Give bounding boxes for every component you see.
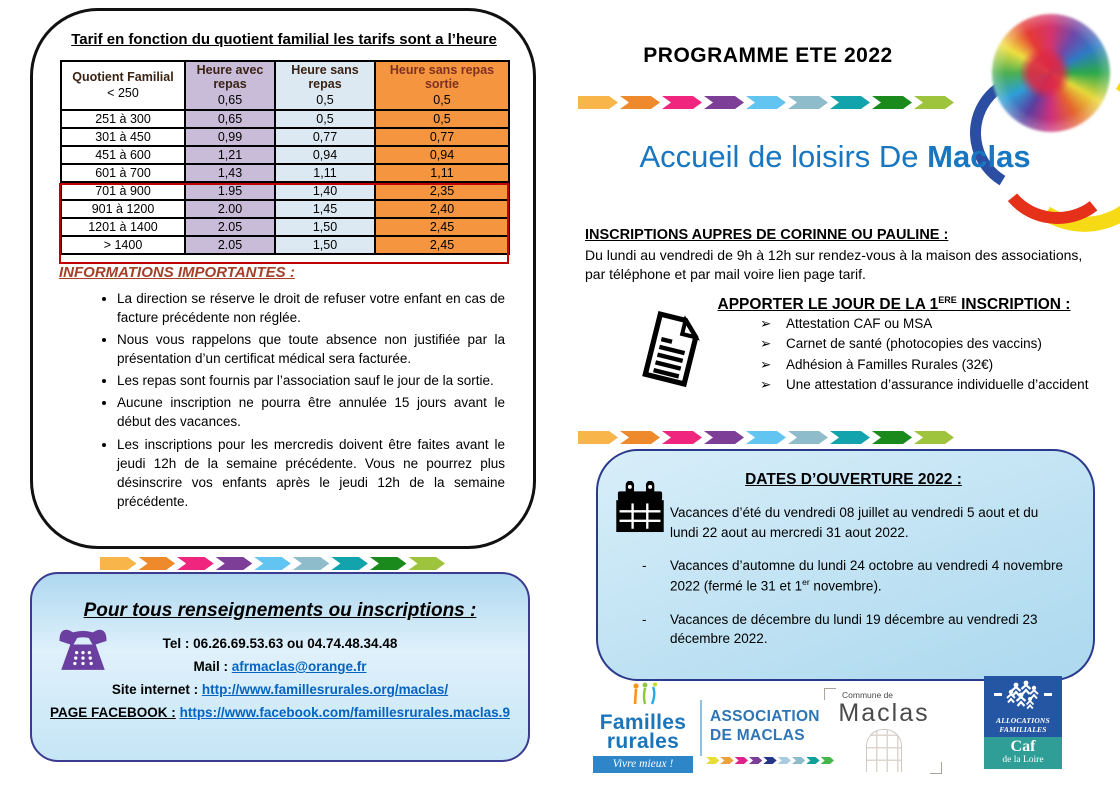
cell-qf-0: < 250	[107, 85, 139, 100]
chevron-segment	[139, 557, 176, 570]
familles-rurales-figures-icon	[618, 682, 668, 708]
col-header-sans-repas: Heure sans repas	[291, 63, 359, 91]
chevron-segment	[749, 757, 762, 764]
association-line1: ASSOCIATION	[710, 708, 820, 725]
contact-panel	[30, 572, 530, 762]
page-title	[595, 139, 1075, 175]
facebook-link[interactable]: https://www.facebook.com/famillesrurales.maclas.9	[179, 705, 510, 720]
familles-rurales-logo	[593, 682, 693, 773]
cell-sortie: 0,5	[375, 110, 509, 128]
dates-item2-sup: er	[802, 576, 810, 587]
col-header-avec-repas: Heure avec repas	[196, 63, 264, 91]
cell-sans-0: 0,5	[316, 92, 334, 107]
caf-alloc-line1: ALLOCATIONS	[996, 716, 1050, 725]
document-icon	[640, 310, 704, 390]
cell-sans: 0,5	[275, 110, 375, 128]
tel-label: Tel :	[162, 636, 190, 651]
chevron-segment	[792, 757, 805, 764]
arrow-bullet-icon: ➢	[760, 316, 772, 331]
dash-bullet: -	[642, 558, 647, 574]
familles-rurales-name-line1: Familles	[599, 711, 687, 734]
chevron-segment	[293, 557, 330, 570]
info-bullet: • Aucune inscription ne pourra être annulée 15 jours avant le début des vacances.	[117, 393, 505, 431]
caf-logo-bottom	[984, 737, 1062, 769]
cell-sans: 0,94	[275, 146, 375, 164]
mail-label: Mail :	[193, 659, 229, 674]
commune-small-label: Commune de	[842, 690, 894, 700]
cell-qf: 601 à 700	[61, 164, 185, 182]
cell-sortie: 1,11	[375, 164, 509, 182]
cell-sans: 1,45	[275, 200, 375, 218]
col-header-sortie: Heure sans repas sortie	[389, 63, 495, 91]
dates-item-text	[670, 556, 1065, 596]
bracket-icon	[824, 688, 836, 700]
chevron-segment	[806, 757, 819, 764]
chevron-segment	[720, 757, 733, 764]
apporter-item	[760, 334, 1098, 354]
logo-hands-ball	[992, 14, 1110, 132]
cell-avec-0: 0,65	[217, 92, 243, 107]
cell-qf: 701 à 900	[61, 182, 185, 200]
tariff-title: Tarif en fonction du quotient familial les tarifs sont a l’heure	[71, 31, 497, 48]
table-row	[61, 200, 509, 218]
chevron-segment	[706, 757, 719, 764]
contact-title: Pour tous renseignements ou inscriptions :	[83, 600, 477, 621]
cell-qf: 1201 à 1400	[61, 218, 185, 236]
important-info-list	[55, 289, 513, 512]
caf-name: Caf	[1010, 738, 1036, 756]
cell-avec: 2.00	[185, 200, 275, 218]
chevron-segment	[830, 431, 870, 444]
apporter-title-sup: ERE	[938, 295, 957, 305]
chevron-segment	[620, 431, 660, 444]
chevron-segment	[914, 96, 954, 109]
tariff-table	[60, 60, 510, 255]
cell-avec: 0,65	[185, 110, 275, 128]
apporter-title	[690, 295, 1098, 314]
caf-alloc-line2: FAMILIALES	[999, 724, 1047, 734]
chevron-segment	[872, 431, 912, 444]
chevron-segment	[778, 757, 791, 764]
commune-de-maclas-logo	[828, 690, 940, 772]
cell-sans: 0,77	[275, 128, 375, 146]
dates-item2-post: novembre).	[809, 578, 882, 594]
bracket-icon	[930, 762, 942, 774]
chevron-segment	[830, 96, 870, 109]
dash-bullet: -	[642, 611, 647, 627]
chevron-segment	[100, 557, 137, 570]
chevron-segment	[331, 557, 368, 570]
col-header-quotient: Quotient Familial	[72, 69, 174, 84]
info-bullet: • Les inscriptions pour les mercredis doivent être faites avant le jeudi 12h de la semaine précédente. Vous ne pourrez plus désinscrire vos enfants après le jeudi 12h de la semaine précédente.	[117, 435, 505, 512]
cell-sortie-0: 0,5	[433, 92, 451, 107]
commune-name: Maclas	[838, 699, 930, 727]
cell-qf: 451 à 600	[61, 146, 185, 164]
arrow-bullet-icon: ➢	[760, 376, 772, 392]
apporter-title-post: INSCRIPTION :	[956, 296, 1071, 314]
table-header-row	[61, 61, 509, 110]
caf-logo	[984, 676, 1062, 769]
apporter-item-text: Attestation CAF ou MSA	[786, 316, 933, 331]
chevron-segment	[746, 431, 786, 444]
dates-item	[642, 610, 1065, 649]
page-title-regular: Accueil de loisirs De	[639, 139, 928, 174]
table-row	[61, 146, 509, 164]
cell-sortie: 0,77	[375, 128, 509, 146]
chevron-segment	[788, 431, 828, 444]
dates-title: DATES D’OUVERTURE 2022 :	[745, 471, 962, 488]
chevron-segment	[578, 96, 618, 109]
chevron-segment	[788, 96, 828, 109]
inscriptions-title: INSCRIPTIONS AUPRES DE CORINNE OU PAULINE :	[585, 227, 949, 243]
cell-sortie: 2,40	[375, 200, 509, 218]
mail-link[interactable]: afrmaclas@orange.fr	[231, 659, 367, 674]
chevron-segment	[914, 431, 954, 444]
dates-item	[642, 556, 1065, 596]
association-line2: DE MACLAS	[710, 727, 805, 745]
commune-door-icon	[866, 729, 902, 772]
chevron-segment	[177, 557, 214, 570]
dates-item-text: Vacances d’été du vendredi 08 juillet au vendredi 5 aout et du lundi 22 aout au mercredi 31 aout 2022.	[670, 505, 1039, 540]
inscriptions-section	[585, 227, 1095, 284]
arrow-bullet-icon: ➢	[760, 356, 772, 372]
program-title: PROGRAMME ETE 2022	[643, 44, 893, 67]
apporter-item	[760, 355, 1098, 375]
chevron-segment	[704, 431, 744, 444]
chevron-segment	[370, 557, 407, 570]
chevron-segment	[216, 557, 253, 570]
chevron-segment	[662, 96, 702, 109]
contact-site-line	[32, 682, 528, 697]
caf-allocations-label	[984, 717, 1062, 734]
apporter-item	[760, 375, 1098, 395]
table-row	[61, 128, 509, 146]
footer-separator	[700, 700, 702, 756]
cell-qf: 901 à 1200	[61, 200, 185, 218]
cell-avec: 1.95	[185, 182, 275, 200]
apporter-title-pre: APPORTER LE JOUR DE LA 1	[717, 296, 939, 314]
cell-sans: 1,50	[275, 236, 375, 254]
contact-facebook-line	[32, 705, 528, 720]
inscriptions-text: Du lundi au vendredi de 9h à 12h sur rendez-vous à la maison des associations, par téléphone et par mail voire lien page tarif.	[585, 247, 1083, 282]
chevron-segment	[578, 431, 618, 444]
cell-sortie: 2,45	[375, 218, 509, 236]
facebook-label: PAGE FACEBOOK :	[50, 705, 176, 720]
cell-sans: 1,11	[275, 164, 375, 182]
chevron-segment	[620, 96, 660, 109]
chevron-segment	[746, 96, 786, 109]
phone-icon	[54, 622, 112, 676]
association-de-maclas-label	[710, 707, 820, 746]
cell-sortie: 0,94	[375, 146, 509, 164]
apporter-item-text: Carnet de santé (photocopies des vaccins)	[786, 336, 1042, 352]
color-chevron-strip	[578, 431, 954, 444]
chevron-segment	[662, 431, 702, 444]
dates-item-text: Vacances de décembre du lundi 19 décembre au vendredi 23 décembre 2022.	[670, 611, 1038, 647]
page-title-bold: Maclas	[927, 139, 1031, 174]
color-chevron-strip	[100, 557, 445, 570]
chevron-segment	[254, 557, 291, 570]
chevron-segment	[763, 757, 776, 764]
cell-qf: 251 à 300	[61, 110, 185, 128]
cell-sortie: 2,35	[375, 182, 509, 200]
association-logo	[958, 8, 1120, 220]
cell-avec: 0,99	[185, 128, 275, 146]
chevron-segment	[409, 557, 446, 570]
caf-logo-top	[984, 676, 1062, 737]
table-row	[61, 164, 509, 182]
dates-item	[642, 503, 1065, 542]
table-row	[61, 182, 509, 200]
tel-value: 06.26.69.53.63 ou 04.74.48.34.48	[193, 636, 398, 651]
cell-sans: 1,40	[275, 182, 375, 200]
mini-color-strip	[706, 757, 834, 764]
apporter-list	[760, 314, 1098, 395]
info-bullet: • Nous vous rappelons que toute absence non justifiée par la présentation d’un certificat médical sera facturée.	[117, 330, 505, 368]
cell-avec: 1,43	[185, 164, 275, 182]
familles-rurales-tagline: Vivre mieux !	[593, 756, 693, 773]
familles-rurales-name-line2: rurales	[606, 730, 680, 754]
cell-qf: 301 à 450	[61, 128, 185, 146]
cell-avec: 2.05	[185, 236, 275, 254]
dates-panel	[596, 449, 1095, 681]
table-row	[61, 110, 509, 128]
dates-item2-pre: Vacances d’automne du lundi 24 octobre au vendredi 4 novembre 2022 (fermé le 31 et 1	[670, 558, 1064, 594]
website-link[interactable]: http://www.famillesrurales.org/maclas/	[201, 682, 449, 697]
chevron-segment	[704, 96, 744, 109]
dates-list	[642, 503, 1065, 649]
table-row	[61, 218, 509, 236]
apporter-item-text: Adhésion à Familles Rurales (32€)	[786, 356, 994, 372]
site-label: Site internet :	[111, 682, 199, 697]
apporter-item-text: Une attestation d’assurance individuelle d’accident	[786, 376, 1089, 392]
cell-avec: 1,21	[185, 146, 275, 164]
arrow-bullet-icon: ➢	[760, 336, 772, 352]
apporter-item	[760, 314, 1098, 334]
tariff-panel	[30, 8, 536, 549]
calendar-icon	[614, 481, 666, 533]
table-row	[61, 236, 509, 254]
tariff-table-wrap	[60, 60, 508, 255]
cell-sortie: 2,45	[375, 236, 509, 254]
cell-qf: > 1400	[61, 236, 185, 254]
caf-family-icon	[992, 680, 1054, 712]
cell-avec: 2.05	[185, 218, 275, 236]
info-bullet: • La direction se réserve le droit de refuser votre enfant en cas de facture précédente non réglée.	[117, 289, 505, 327]
important-info-heading: INFORMATIONS IMPORTANTES :	[59, 263, 295, 281]
caf-region: de la Loire	[1002, 755, 1044, 766]
chevron-segment	[735, 757, 748, 764]
chevron-segment	[872, 96, 912, 109]
info-bullet: • Les repas sont fournis par l’association sauf le jour de la sortie.	[117, 371, 505, 390]
cell-sans: 1,50	[275, 218, 375, 236]
color-chevron-strip	[578, 96, 954, 109]
